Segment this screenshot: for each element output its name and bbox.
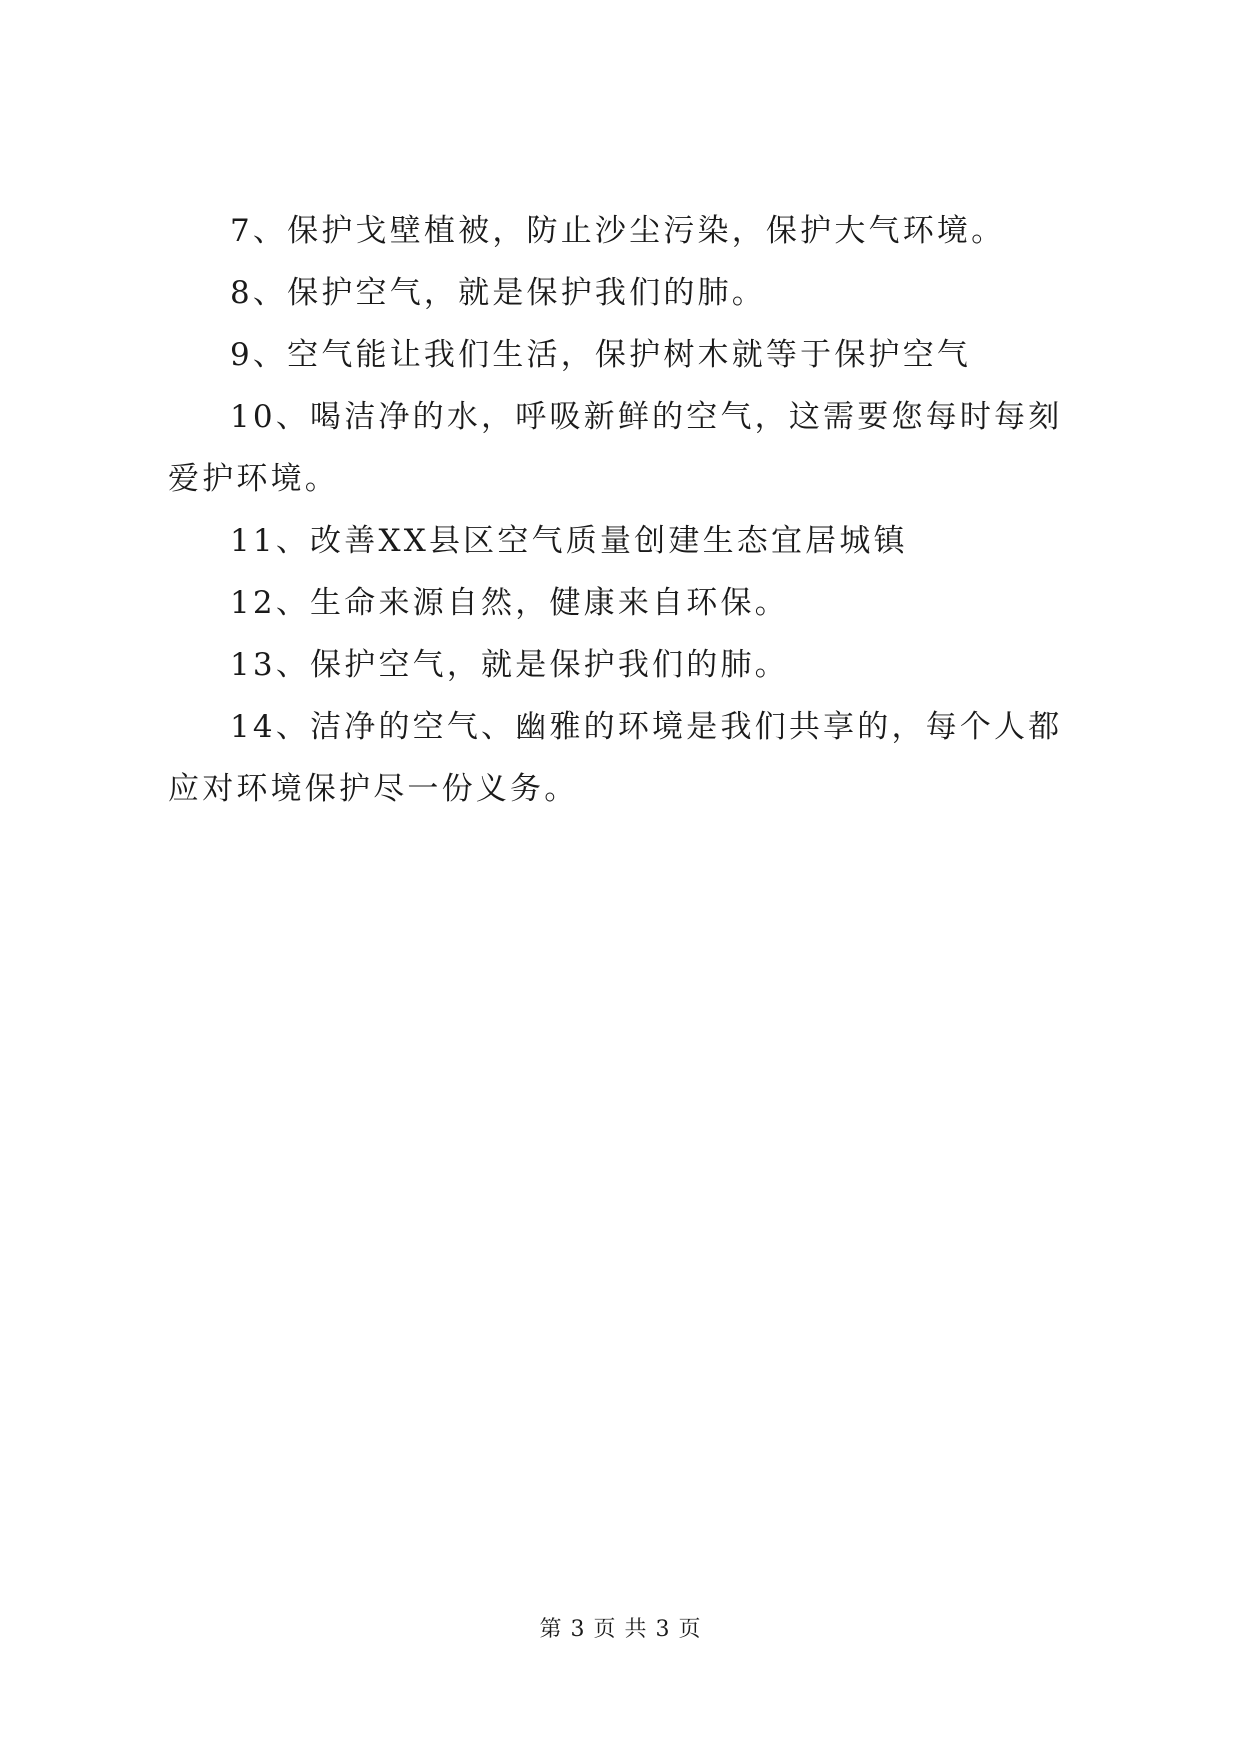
paragraph-14: 14、洁净的空气、幽雅的环境是我们共享的，每个人都应对环境保护尽一份义务。: [168, 709, 1063, 807]
paragraph-9: 9、空气能让我们生活，保护树木就等于保护空气: [230, 337, 972, 373]
paragraph-7: 7、保护戈壁植被，防止沙尘污染，保护大气环境。: [230, 213, 1006, 249]
document-body: [168, 200, 1088, 820]
paragraph-11: 11、改善XX县区空气质量创建生态宜居城镇: [230, 523, 908, 559]
page-number-footer: 第 3 页 共 3 页: [539, 1617, 702, 1642]
paragraph-13: 13、保护空气，就是保护我们的肺。: [230, 647, 789, 683]
paragraph-10: 10、喝洁净的水，呼吸新鲜的空气，这需要您每时每刻爱护环境。: [168, 399, 1063, 497]
paragraph-12: 12、生命来源自然，健康来自环保。: [230, 585, 789, 621]
paragraph-8: 8、保护空气，就是保护我们的肺。: [230, 275, 766, 311]
